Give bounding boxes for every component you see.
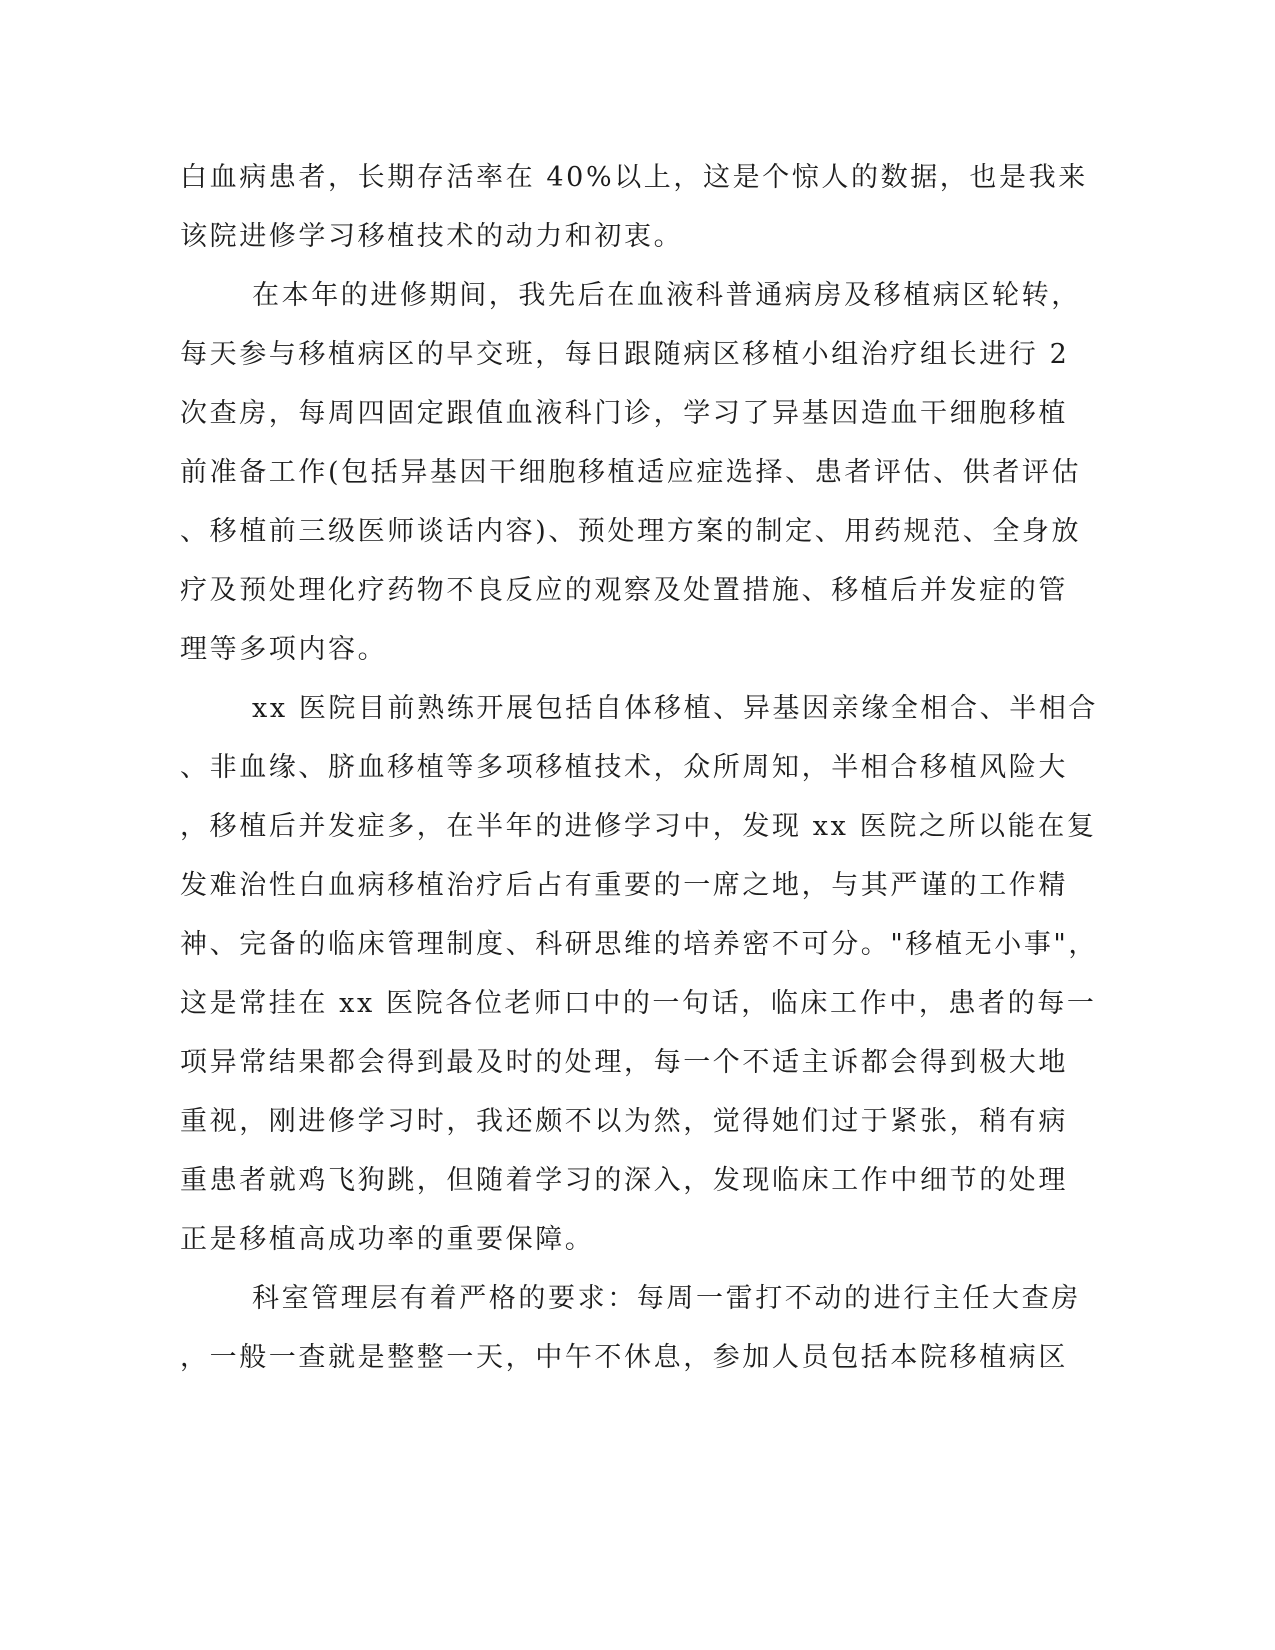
text-line: 这是常挂在 xx 医院各位老师口中的一句话，临床工作中，患者的每一 <box>180 988 1097 1019</box>
text-line: 重视，刚进修学习时，我还颇不以为然，觉得她们过于紧张，稍有病 <box>180 1106 1068 1137</box>
text-line: 神、完备的临床管理制度、科研思维的培养密不可分。"移植无小事"， <box>180 929 1099 960</box>
body-text <box>180 148 1099 1387</box>
text-line: 理等多项内容。 <box>180 634 388 665</box>
text-line: 项异常结果都会得到最及时的处理，每一个不适主诉都会得到极大地 <box>180 1047 1068 1078</box>
text-line: 发难治性白血病移植治疗后占有重要的一席之地，与其严谨的工作精 <box>180 870 1068 901</box>
text-line: 次查房，每周四固定跟值血液科门诊，学习了异基因造血干细胞移植 <box>180 398 1068 429</box>
text-line: 重患者就鸡飞狗跳，但随着学习的深入，发现临床工作中细节的处理 <box>180 1165 1068 1196</box>
text-line: xx 医院目前熟练开展包括自体移植、异基因亲缘全相合、半相合 <box>252 693 1099 724</box>
text-line: ，移植后并发症多，在半年的进修学习中，发现 xx 医院之所以能在复 <box>180 811 1097 842</box>
text-line: 白血病患者，长期存活率在 40%以上，这是个惊人的数据，也是我来 <box>180 162 1088 193</box>
text-line: 前准备工作(包括异基因干细胞移植适应症选择、患者评估、供者评估 <box>180 457 1082 488</box>
text-line: 科室管理层有着严格的要求：每周一雷打不动的进行主任大查房 <box>252 1283 1081 1314</box>
text-line: 、移植前三级医师谈话内容)、预处理方案的制定、用药规范、全身放 <box>180 516 1082 547</box>
text-line: 在本年的进修期间，我先后在血液科普通病房及移植病区轮转， <box>252 280 1081 311</box>
text-line: 该院进修学习移植技术的动力和初衷。 <box>180 221 684 252</box>
text-line: 、非血缘、脐血移植等多项移植技术，众所周知，半相合移植风险大 <box>180 752 1068 783</box>
text-line: ，一般一查就是整整一天，中午不休息，参加人员包括本院移植病区 <box>180 1342 1068 1373</box>
text-line: 正是移植高成功率的重要保障。 <box>180 1224 595 1255</box>
text-line: 每天参与移植病区的早交班，每日跟随病区移植小组治疗组长进行 2 <box>180 339 1070 370</box>
text-line: 疗及预处理化疗药物不良反应的观察及处置措施、移植后并发症的管 <box>180 575 1068 606</box>
